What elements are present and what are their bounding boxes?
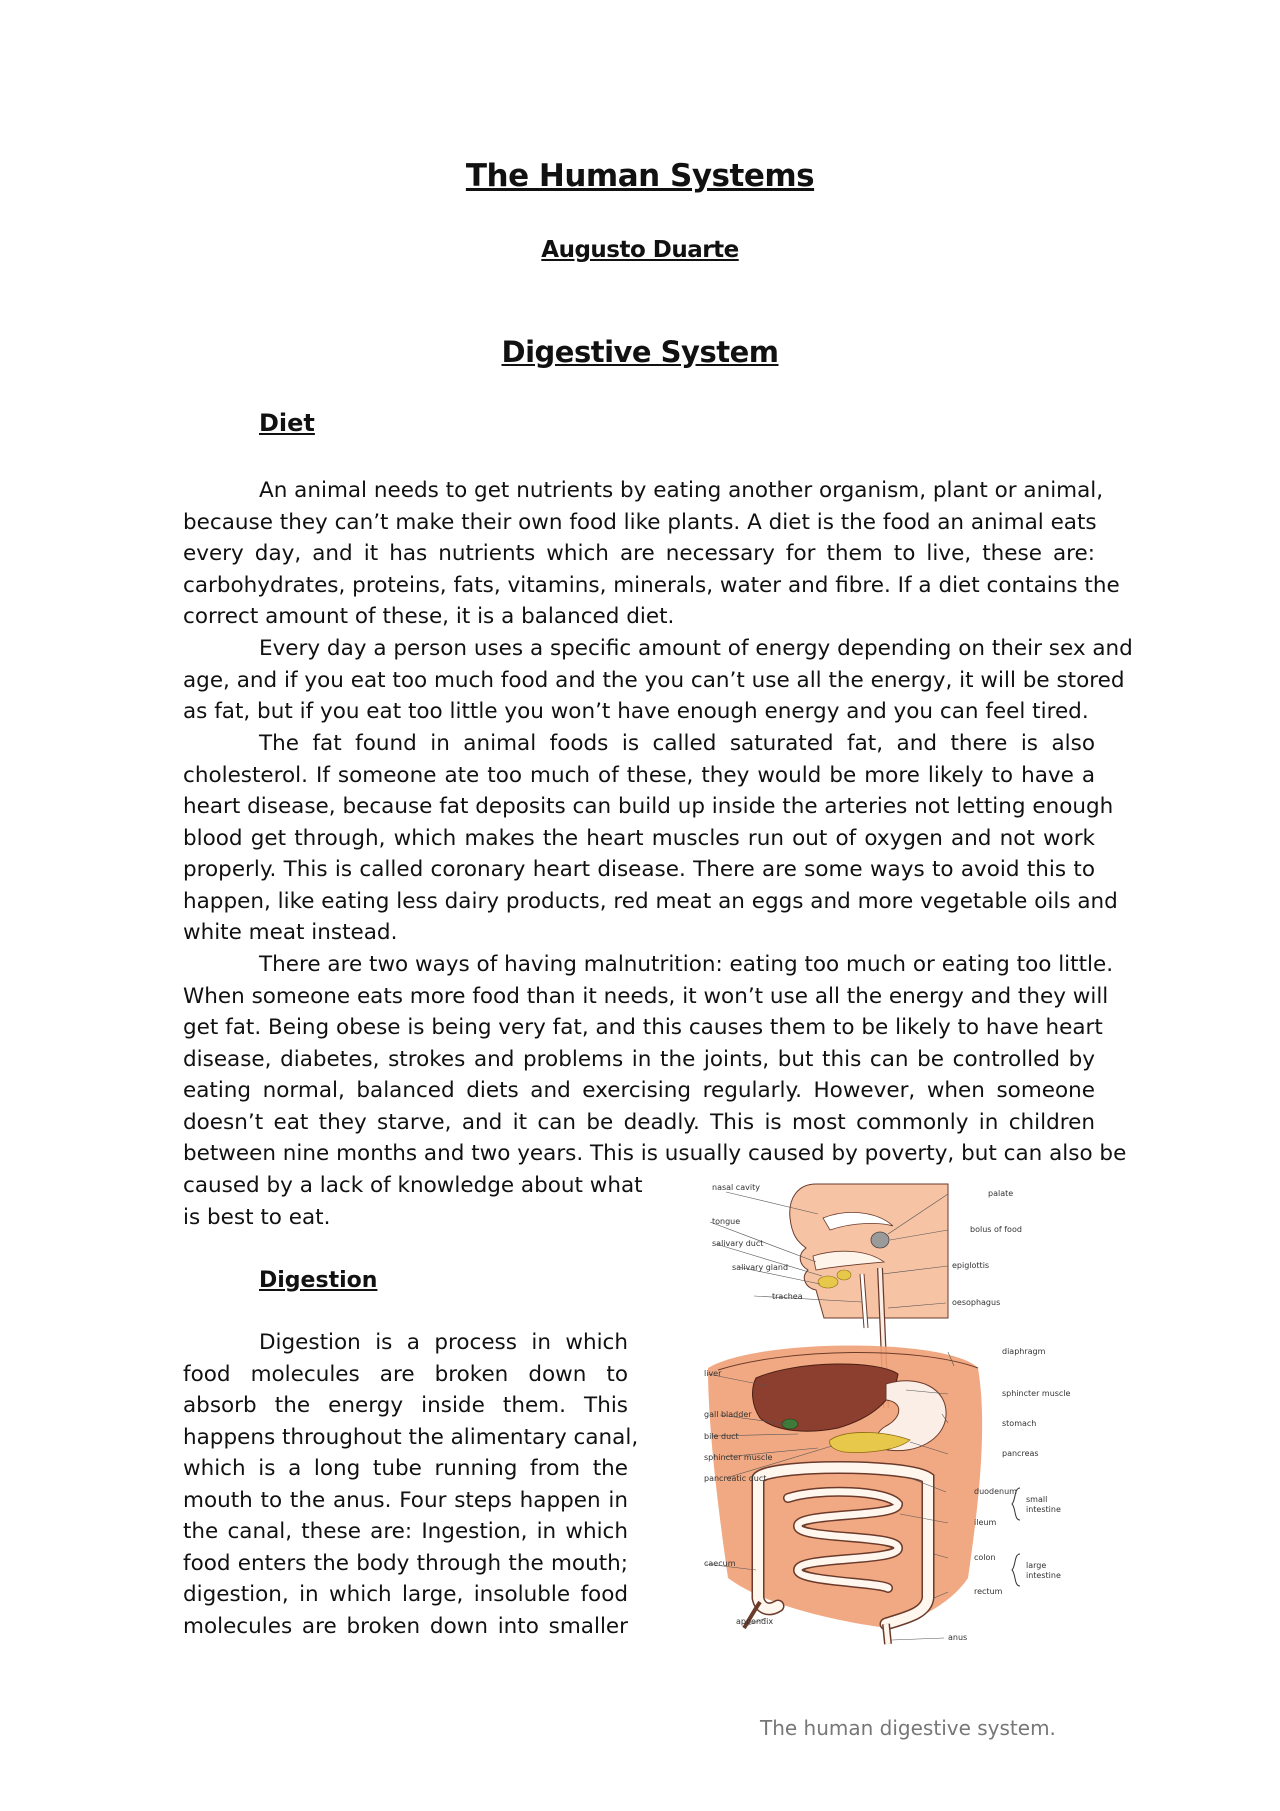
label-colon: colon [974, 1553, 996, 1562]
text-line: heart disease, because fat deposits can build up inside the arteries not letting enough [183, 794, 1114, 819]
text-line: food enters the body through the mouth; [183, 1550, 628, 1576]
text-line: digestion, in which large, insoluble food [183, 1582, 628, 1607]
text-line: When someone eats more food than it needs, it won’t use all the energy and they will [183, 983, 1109, 1009]
text-line: cholesterol. If someone ate too much of these, they would be more likely to have a [183, 762, 1095, 788]
bolus-shape [871, 1232, 889, 1248]
text-line: carbohydrates, proteins, fats, vitamins, minerals, water and fibre. If a diet contains the [183, 572, 1120, 598]
author-name: Augusto Duarte [541, 237, 739, 263]
digestion-paragraph [183, 1327, 639, 1642]
text-line: get fat. Being obese is being very fat, and this causes them to be likely to have heart [183, 1015, 1103, 1040]
label-small-intestine: intestine [1026, 1505, 1061, 1514]
label-ileum: ileum [974, 1518, 997, 1527]
label-sphincter-muscle-left: sphincter muscle [704, 1453, 773, 1462]
label-trachea: trachea [772, 1292, 803, 1301]
label-tongue: tongue [712, 1217, 741, 1226]
label-salivary-gland: salivary gland [732, 1263, 789, 1272]
diet-heading: Diet [259, 409, 315, 437]
figure-caption: The human digestive system. [760, 1716, 1056, 1740]
text-line: molecules are broken down into smaller [183, 1613, 628, 1639]
text-line: white meat instead. [183, 920, 398, 945]
label-appendix: appendix [736, 1617, 774, 1626]
text-line: Digestion is a process in which [259, 1330, 628, 1355]
head-outline [790, 1184, 948, 1318]
label-bile-duct: bile duct [704, 1432, 739, 1441]
text-line: correct amount of these, it is a balanced diet. [183, 604, 675, 629]
label-palate: palate [988, 1189, 1014, 1198]
label-oesophagus: oesophagus [952, 1298, 1001, 1307]
text-line: every day, and it has nutrients which are necessary for them to live, these are: [183, 541, 1095, 566]
text-line: between nine months and two years. This is usually caused by poverty, but can also be [183, 1141, 1127, 1166]
text-line: There are two ways of having malnutrition: eating too much or eating too little. [259, 952, 1114, 977]
label-salivary-duct: salivary duct [712, 1239, 764, 1248]
label-bolus-of-food: bolus of food [970, 1225, 1022, 1234]
salivary-gland-shape [818, 1276, 838, 1288]
text-line: properly. This is called coronary heart disease. There are some ways to avoid this to [183, 857, 1095, 882]
text-line: which is a long tube running from the [183, 1456, 628, 1481]
text-line: happen, like eating less dairy products, red meat an eggs and more vegetable oils and [183, 888, 1118, 914]
label-rectum: rectum [974, 1587, 1003, 1596]
large-intestine-brace [1012, 1554, 1020, 1586]
text-line: is best to eat. [183, 1204, 331, 1230]
label-gall-bladder: gall bladder [704, 1410, 752, 1419]
text-line: as fat, but if you eat too little you won’t have enough energy and you can feel tired. [183, 699, 1089, 724]
text-line: disease, diabetes, strokes and problems in the joints, but this can be controlled by [183, 1046, 1095, 1072]
text-line: food molecules are broken down to [183, 1361, 628, 1387]
label-large-intestine: intestine [1026, 1571, 1061, 1580]
label-stomach: stomach [1002, 1419, 1037, 1428]
text-line: doesn’t eat they starve, and it can be deadly. This is most commonly in children [183, 1109, 1095, 1135]
text-line: Every day a person uses a specific amount of energy depending on their sex and [259, 636, 1133, 661]
diet-paragraph-1 [183, 475, 1120, 633]
label-anus: anus [948, 1633, 968, 1642]
digestion-heading: Digestion [259, 1268, 378, 1293]
label-large: large [1026, 1561, 1047, 1570]
document-title: The Human Systems [465, 158, 815, 194]
diet-paragraph-2 [183, 633, 1133, 728]
label-nasal-cavity: nasal cavity [712, 1183, 760, 1192]
label-diaphragm: diaphragm [1002, 1347, 1046, 1356]
digestive-system-figure [648, 1178, 1126, 1650]
label-epiglottis: epiglottis [952, 1261, 990, 1270]
text-line: the canal, these are: Ingestion, in which [183, 1519, 628, 1544]
text-line: blood get through, which makes the heart muscles run out of oxygen and not work [183, 825, 1095, 851]
text-line: because they can’t make their own food like plants. A diet is the food an animal eats [183, 509, 1097, 535]
label-caecum: caecum [704, 1559, 736, 1568]
text-line: happens throughout the alimentary canal, [183, 1424, 639, 1450]
label-pancreas: pancreas [1002, 1449, 1039, 1458]
label-liver: liver [704, 1369, 722, 1378]
label-duodenum: duodenum [974, 1487, 1017, 1496]
text-line: caused by a lack of knowledge about what [183, 1173, 643, 1198]
text-line: The fat found in animal foods is called saturated fat, and there is also [259, 731, 1095, 756]
text-line: eating normal, balanced diets and exercising regularly. However, when someone [183, 1078, 1095, 1103]
text-line: age, and if you eat too much food and the you can’t use all the energy, it will be stored [183, 667, 1125, 693]
digestive-system-diagram [648, 1178, 1126, 1650]
diet-paragraph-4 [183, 949, 1127, 1170]
text-line: absorb the energy inside them. This [183, 1393, 628, 1418]
text-line: mouth to the anus. Four steps happen in [183, 1487, 628, 1513]
diet-paragraph-4-tail [183, 1170, 643, 1233]
label-pancreatic-duct: pancreatic duct [704, 1474, 767, 1483]
label-small: small [1026, 1495, 1048, 1504]
text-line: An animal needs to get nutrients by eating another organism, plant or animal, [259, 478, 1104, 503]
label-sphincter-muscle-right: sphincter muscle [1002, 1389, 1071, 1398]
section-title: Digestive System [501, 335, 779, 369]
diet-paragraph-3 [183, 728, 1118, 949]
